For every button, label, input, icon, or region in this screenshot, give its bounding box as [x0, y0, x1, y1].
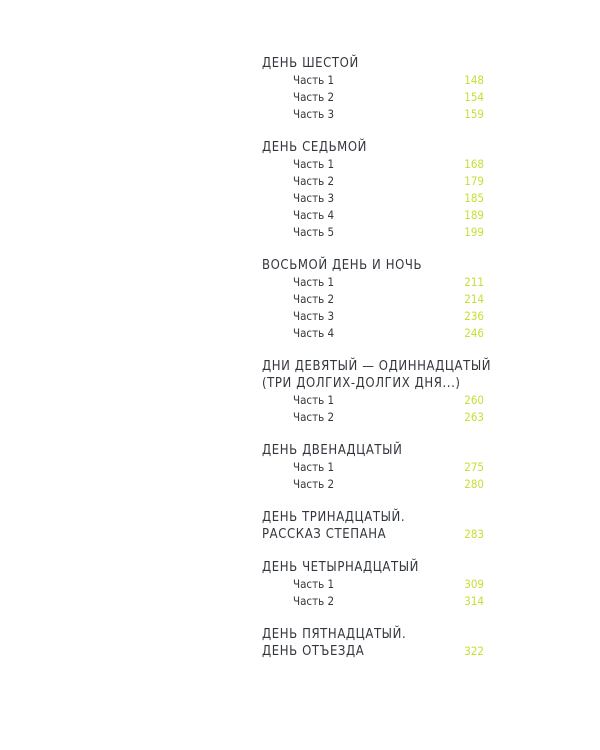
toc-part-entry [262, 106, 484, 123]
toc-part-entry [262, 308, 484, 325]
part-page-number: 148 [464, 73, 484, 87]
part-page-number: 246 [464, 326, 484, 340]
toc-section [262, 509, 484, 543]
part-label: Часть 1 [293, 275, 335, 289]
part-label: Часть 4 [293, 326, 335, 340]
section-heading-text: РАССКАЗ СТЕПАНА [262, 527, 387, 542]
toc-part-entry [262, 72, 484, 89]
section-heading-line [262, 358, 492, 375]
toc-part-entry [262, 476, 484, 493]
section-heading-line [262, 526, 484, 543]
toc-part-entry [262, 325, 484, 342]
toc-section [262, 442, 484, 493]
part-label: Часть 2 [293, 477, 335, 491]
toc-part-entry [262, 459, 484, 476]
toc-section [262, 139, 484, 241]
part-page-number: 159 [464, 107, 484, 121]
part-label: Часть 1 [293, 73, 335, 87]
part-page-number: 263 [464, 410, 484, 424]
part-label: Часть 2 [293, 410, 335, 424]
section-heading-line [262, 559, 484, 576]
section-heading-text: (ТРИ ДОЛГИХ-ДОЛГИХ ДНЯ...) [262, 376, 461, 391]
toc-part-entry [262, 291, 484, 308]
part-page-number: 309 [464, 577, 484, 591]
toc-section [262, 257, 484, 342]
toc-part-entry [262, 392, 484, 409]
section-heading-text: ДНИ ДЕВЯТЫЙ — ОДИННАДЦАТЫЙ [262, 359, 492, 374]
section-heading-line [262, 442, 484, 459]
part-page-number: 199 [464, 225, 484, 239]
part-page-number: 275 [464, 460, 484, 474]
toc-section [262, 55, 484, 123]
part-page-number: 280 [464, 477, 484, 491]
part-label: Часть 1 [293, 393, 335, 407]
part-label: Часть 1 [293, 460, 335, 474]
toc-section [262, 358, 492, 426]
toc-part-entry [262, 409, 484, 426]
part-page-number: 214 [464, 292, 484, 306]
part-label: Часть 2 [293, 594, 335, 608]
part-page-number: 168 [464, 157, 484, 171]
part-page-number: 189 [464, 208, 484, 222]
part-label: Часть 3 [293, 191, 335, 205]
toc-part-entry [262, 156, 484, 173]
section-page-number: 322 [464, 644, 484, 658]
table-of-contents [262, 55, 492, 676]
part-label: Часть 3 [293, 107, 335, 121]
part-label: Часть 1 [293, 577, 335, 591]
section-heading-line [262, 626, 484, 643]
section-heading-text: ДЕНЬ ТРИНАДЦАТЫЙ. [262, 510, 406, 525]
toc-part-entry [262, 89, 484, 106]
toc-part-entry [262, 173, 484, 190]
section-heading-line [262, 55, 484, 72]
section-heading-line [262, 257, 484, 274]
section-heading-line [262, 139, 484, 156]
section-heading-text: ВОСЬМОЙ ДЕНЬ И НОЧЬ [262, 258, 423, 273]
toc-section [262, 559, 484, 610]
section-heading-text: ДЕНЬ ЧЕТЫРНАДЦАТЫЙ [262, 560, 420, 575]
part-page-number: 211 [464, 275, 484, 289]
part-page-number: 314 [464, 594, 484, 608]
toc-part-entry [262, 274, 484, 291]
toc-section [262, 626, 484, 660]
part-page-number: 236 [464, 309, 484, 323]
toc-part-entry [262, 224, 484, 241]
part-label: Часть 4 [293, 208, 335, 222]
toc-part-entry [262, 576, 484, 593]
toc-part-entry [262, 207, 484, 224]
part-label: Часть 5 [293, 225, 335, 239]
part-page-number: 260 [464, 393, 484, 407]
part-label: Часть 2 [293, 174, 335, 188]
section-heading-line [262, 509, 484, 526]
part-page-number: 154 [464, 90, 484, 104]
part-page-number: 185 [464, 191, 484, 205]
part-label: Часть 1 [293, 157, 335, 171]
part-page-number: 179 [464, 174, 484, 188]
part-label: Часть 2 [293, 292, 335, 306]
section-heading-text: ДЕНЬ ОТЪЕЗДА [262, 644, 365, 659]
section-heading-text: ДЕНЬ ПЯТНАДЦАТЫЙ. [262, 627, 407, 642]
section-heading-text: ДЕНЬ СЕДЬМОЙ [262, 140, 368, 155]
part-label: Часть 3 [293, 309, 335, 323]
section-heading-text: ДЕНЬ ДВЕНАДЦАТЫЙ [262, 443, 403, 458]
toc-part-entry [262, 593, 484, 610]
section-heading-text: ДЕНЬ ШЕСТОЙ [262, 56, 359, 71]
toc-part-entry [262, 190, 484, 207]
section-heading-line [262, 643, 484, 660]
part-label: Часть 2 [293, 90, 335, 104]
section-heading-line [262, 375, 484, 392]
section-page-number: 283 [464, 527, 484, 541]
